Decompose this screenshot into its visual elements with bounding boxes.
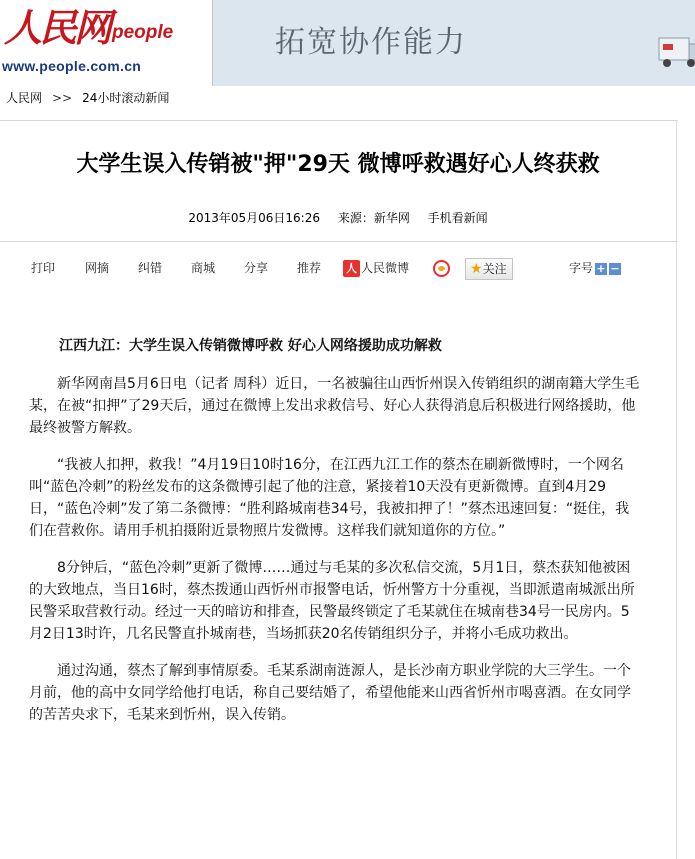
ad-banner[interactable] [212,0,695,86]
publish-date: 2013年05月06日16:26 [188,211,320,225]
correct-button[interactable]: 纠错 [138,261,163,275]
article-source[interactable]: 来源：新华网 [337,211,410,225]
sina-weibo-button[interactable] [433,256,450,280]
print-button[interactable]: 打印 [31,261,56,275]
breadcrumb-separator: >> [52,91,73,105]
mobile-news-link[interactable]: 手机看新闻 [427,211,488,225]
divider [0,241,678,242]
content-border [676,120,677,859]
article-body [29,336,641,726]
recommend-button[interactable]: 推荐 [297,261,322,275]
sina-weibo-icon [433,260,450,277]
people-logo[interactable] [0,0,205,86]
site-header [0,0,695,86]
people-weibo-label: 人民微博 [361,261,410,275]
article-meta [0,208,676,228]
divider [0,120,678,121]
article-paragraph: 通过沟通，蔡杰了解到事情原委。毛某系湖南涟源人，是长沙南方职业学院的大三学生。一个月前，他的高中女同学给他打电话，称自己要结婚了，希望他能来山西省忻州市喝喜酒。在女同学的苦苦央求下，毛某来到忻州，误入传销。 [29,663,631,723]
article-paragraph: “我被人扣押，救我！”4月19日10时16分，在江西九江工作的蔡杰在刷新微博时，一个网名叫“蓝色冷刺”的粉丝发布的这条微博引起了他的注意，紧接着10天没有更新微博。直到4月29日，“蓝色冷刺”发了第二条微博：“胜利路城南巷34号，我被扣押了！”蔡杰迅速回复：“挺住，我们在营救你。请用手机拍摄附近景物照片发微博。这样我们就知道你的方位。” [29,457,630,539]
breadcrumb-home[interactable]: 人民网 [6,91,43,105]
logo-url-text: www.people.com.cn [2,58,142,74]
article-subtitle: 江西九江：大学生误入传销微博呼救 好心人网络援助成功解救 [59,338,442,354]
article-title: 大学生误入传销被"押"29天 微博呼救遇好心人终获救 [76,152,600,177]
font-size-control [569,256,621,280]
font-size-label: 字号 [569,261,594,275]
star-icon: ★ [470,261,483,277]
share-button[interactable]: 分享 [244,261,269,275]
follow-button[interactable] [465,257,513,281]
people-weibo-button[interactable] [343,256,409,280]
truck-icon [653,32,695,70]
logo-people-text: people [112,22,174,43]
mall-button[interactable]: 商城 [191,261,216,275]
people-weibo-icon: 人 [343,260,360,277]
article-paragraph: 新华网南昌5月6日电（记者 周科）近日，一名被骗往山西忻州误入传销组织的湖南籍大学生毛某，在被“扣押”了29天后，通过在微博上发出求救信号、好心人获得消息后积极进行网络援助，他最终被警方解救。 [29,376,640,436]
logo-main-text: 人民网 [4,5,110,50]
follow-label: 关注 [482,262,507,276]
breadcrumb [6,87,169,109]
digest-button[interactable]: 网摘 [85,261,110,275]
article-paragraph: 8分钟后，“蓝色冷刺”更新了微博……通过与毛某的多次私信交流，5月1日，蔡杰获知他被困的大致地点，当日16时，蔡杰拨通山西忻州市报警电话，忻州警方十分重视，当即派遣南城派出所民警采取营救行动。经过一天的暗访和排查，民警最终锁定了毛某就住在城南巷34号一民房内。5月2日13时许，几名民警直扑城南巷，当场抓获20名传销组织分子，并将小毛成功救出。 [29,560,635,642]
font-decrease-button[interactable]: − [610,261,620,275]
breadcrumb-section[interactable]: 24小时滚动新闻 [82,91,170,105]
font-increase-button[interactable]: + [596,261,606,275]
banner-text: 拓宽协作能力 [275,25,467,60]
